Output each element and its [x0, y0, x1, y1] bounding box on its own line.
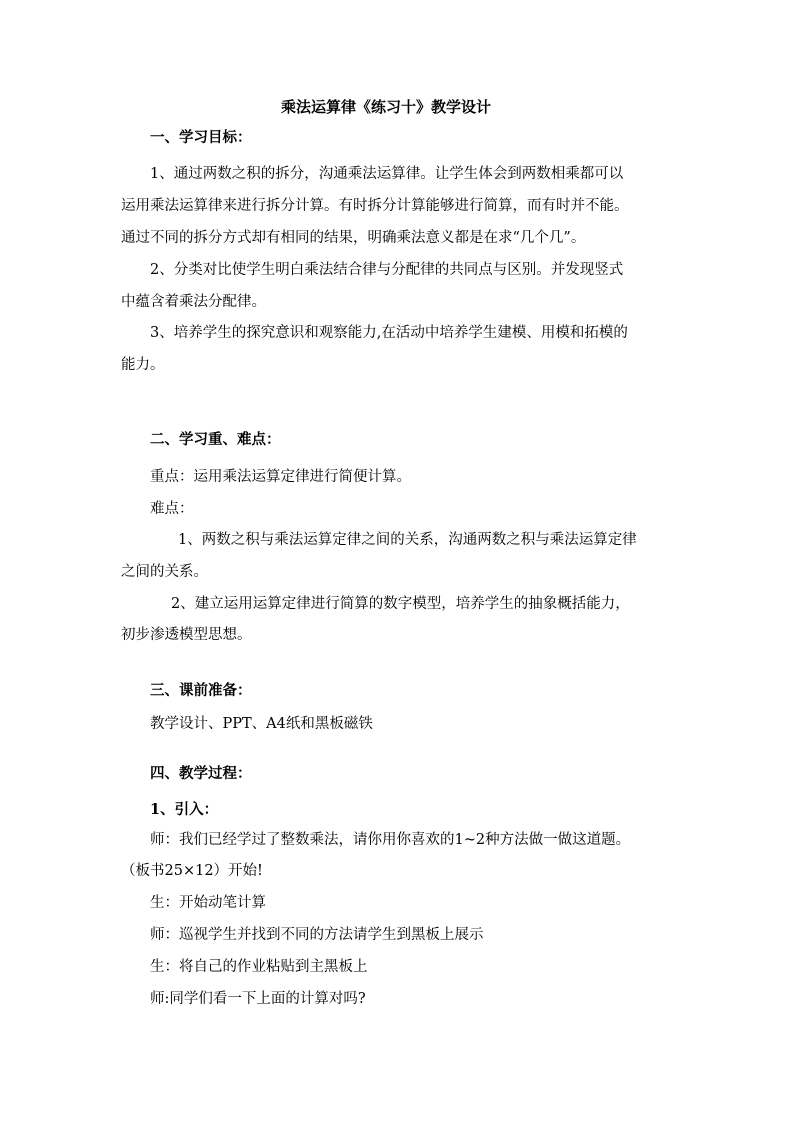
process-line-2: （板书25×12）开始!: [121, 863, 263, 879]
section2-heading: 二、学习重、难点：: [150, 431, 281, 448]
goal2-line2: 中蕴含着乘法分配律。: [121, 294, 266, 310]
goal1-line3: 通过不同的拆分方式却有相同的结果，明确乘法意义都是在求“几个几”。: [121, 230, 586, 246]
goal3-line2: 能力。: [121, 357, 165, 373]
difficulty1-line2: 之间的关系。: [121, 564, 208, 580]
goal2-line1: 2、分类对比使学生明白乘法结合律与分配律的共同点与区别。并发现竖式: [150, 262, 624, 278]
subsection-intro: 1、引入：: [150, 801, 219, 818]
process-line-6: 师:同学们看一下上面的计算对吗?: [150, 991, 366, 1007]
process-line-3: 生：开始动笔计算: [150, 895, 266, 911]
difficulty-label: 难点：: [150, 501, 194, 517]
document-title: 乘法运算律《练习十》教学设计: [281, 98, 492, 116]
process-line-5: 生：将自己的作业粘贴到主黑板上: [150, 959, 368, 975]
goal3-line1: 3、培养学生的探究意识和观察能力,在活动中培养学生建模、用模和拓模的: [150, 325, 628, 341]
preparation-content: 教学设计、PPT、A4纸和黑板磁铁: [150, 716, 373, 732]
difficulty2-line2: 初步渗透模型思想。: [121, 627, 252, 643]
section3-heading: 三、课前准备：: [150, 682, 252, 699]
goal1-line2: 运用乘法运算律来进行拆分计算。有时拆分计算能够进行简算，而有时并不能。: [121, 198, 629, 214]
difficulty2-line1: 2、建立运用运算定律进行简算的数字模型，培养学生的抽象概括能力，: [171, 596, 630, 612]
goal1-line1: 1、通过两数之积的拆分，沟通乘法运算律。让学生体会到两数相乘都可以: [150, 166, 624, 182]
difficulty1-line1: 1、两数之积与乘法运算定律之间的关系，沟通两数之积与乘法运算定律: [178, 532, 637, 548]
section4-heading: 四、教学过程：: [150, 765, 252, 782]
process-line-1: 师：我们已经学过了整数乘法，请你用你喜欢的1~2种方法做一做这道题。: [150, 832, 631, 848]
key-point: 重点：运用乘法运算定律进行简便计算。: [150, 469, 411, 485]
process-line-4: 师：巡视学生并找到不同的方法请学生到黑板上展示: [150, 927, 484, 943]
section1-heading: 一、学习目标：: [150, 129, 252, 146]
